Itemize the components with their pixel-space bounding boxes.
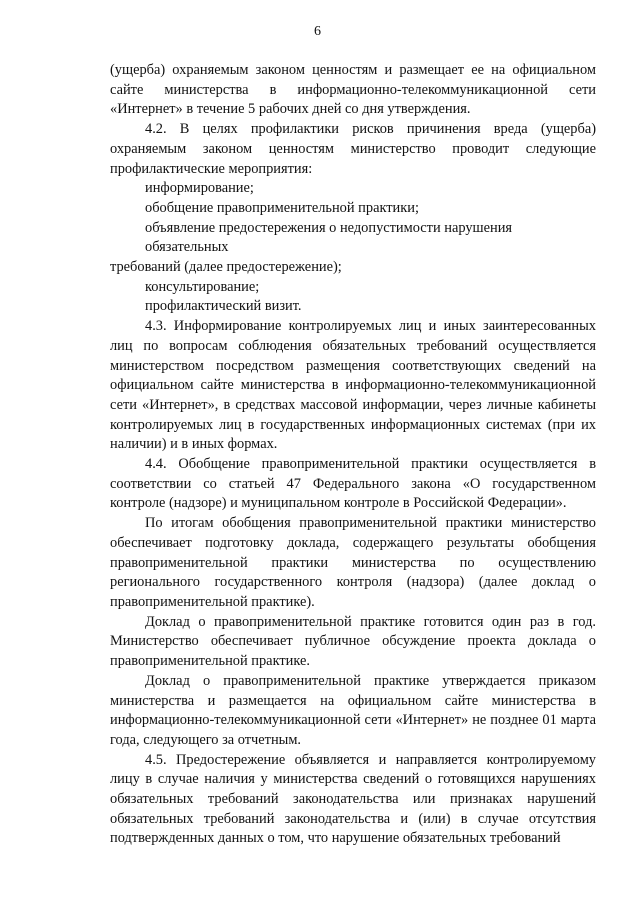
list-item: информирование;: [145, 180, 254, 197]
paragraph: По итогам обобщения правоприменительной практики министерство обеспечивает подготовку доклада, содержащего результаты обобщения правоприменительной практики министерства по осуществлению регионального государственного контроля (надзора) (далее доклад о правоприменительной практике).: [110, 515, 596, 610]
list-item: обобщение правоприменительной практики;: [145, 199, 419, 216]
list-item: объявление предостережения о недопустимости нарушения обязательных: [145, 219, 513, 256]
paragraph: Доклад о правоприменительной практике утверждается приказом министерства и размещается на официальном сайте министерства в информационно-телекоммуникационной сети «Интернет» не позднее 01 марта года, следующего за отчетным.: [110, 672, 596, 748]
list-item: профилактический визит.: [145, 298, 302, 315]
paragraph-continuation: (ущерба) охраняемым законом ценностям и размещает ее на официальном сайте министерства в информационно-телекоммуникационной сети «Интернет» в течение 5 рабочих дней со дня утверждения.: [110, 62, 596, 118]
list-item-continuation: требований (далее предостережение);: [110, 259, 342, 276]
list-item: консультирование;: [145, 278, 260, 295]
paragraph-4-4: 4.4. Обобщение правоприменительной практики осуществляется в соответствии со статьей 47 Федерального закона «О государственном контроле (надзоре) и муниципальном контроле в Российской Федерации».: [110, 456, 596, 512]
page-number: 6: [314, 24, 321, 39]
paragraph-4-2: 4.2. В целях профилактики рисков причинения вреда (ущерба) охраняемым законом ценностям министерство проводит следующие профилактические мероприятия:: [110, 121, 596, 177]
paragraph-4-3: 4.3. Информирование контролируемых лиц и иных заинтересованных лиц по вопросам соблюдения обязательных требований осуществляется министерством посредством размещения соответствующих сведений на официальном сайте министерства в информационно-телекоммуникационной сети «Интернет», в средствах массовой информации, через личные кабинеты контролируемых лиц в государственных информационных системах (при их наличии) и в иных формах.: [110, 318, 596, 453]
document-body: [110, 61, 596, 849]
paragraph: Доклад о правоприменительной практике готовится один раз в год. Министерство обеспечивает публичное обсуждение проекта доклада о правоприменительной практике.: [110, 613, 596, 670]
paragraph-4-5: 4.5. Предостережение объявляется и направляется контролируемому лицу в случае наличия у министерства сведений о готовящихся нарушениях обязательных требований законодательства или признаках нарушений обязательных требований законодательства и (или) в случае отсутствия подтвержденных данных о том, что нарушение обязательных требований: [110, 751, 596, 847]
